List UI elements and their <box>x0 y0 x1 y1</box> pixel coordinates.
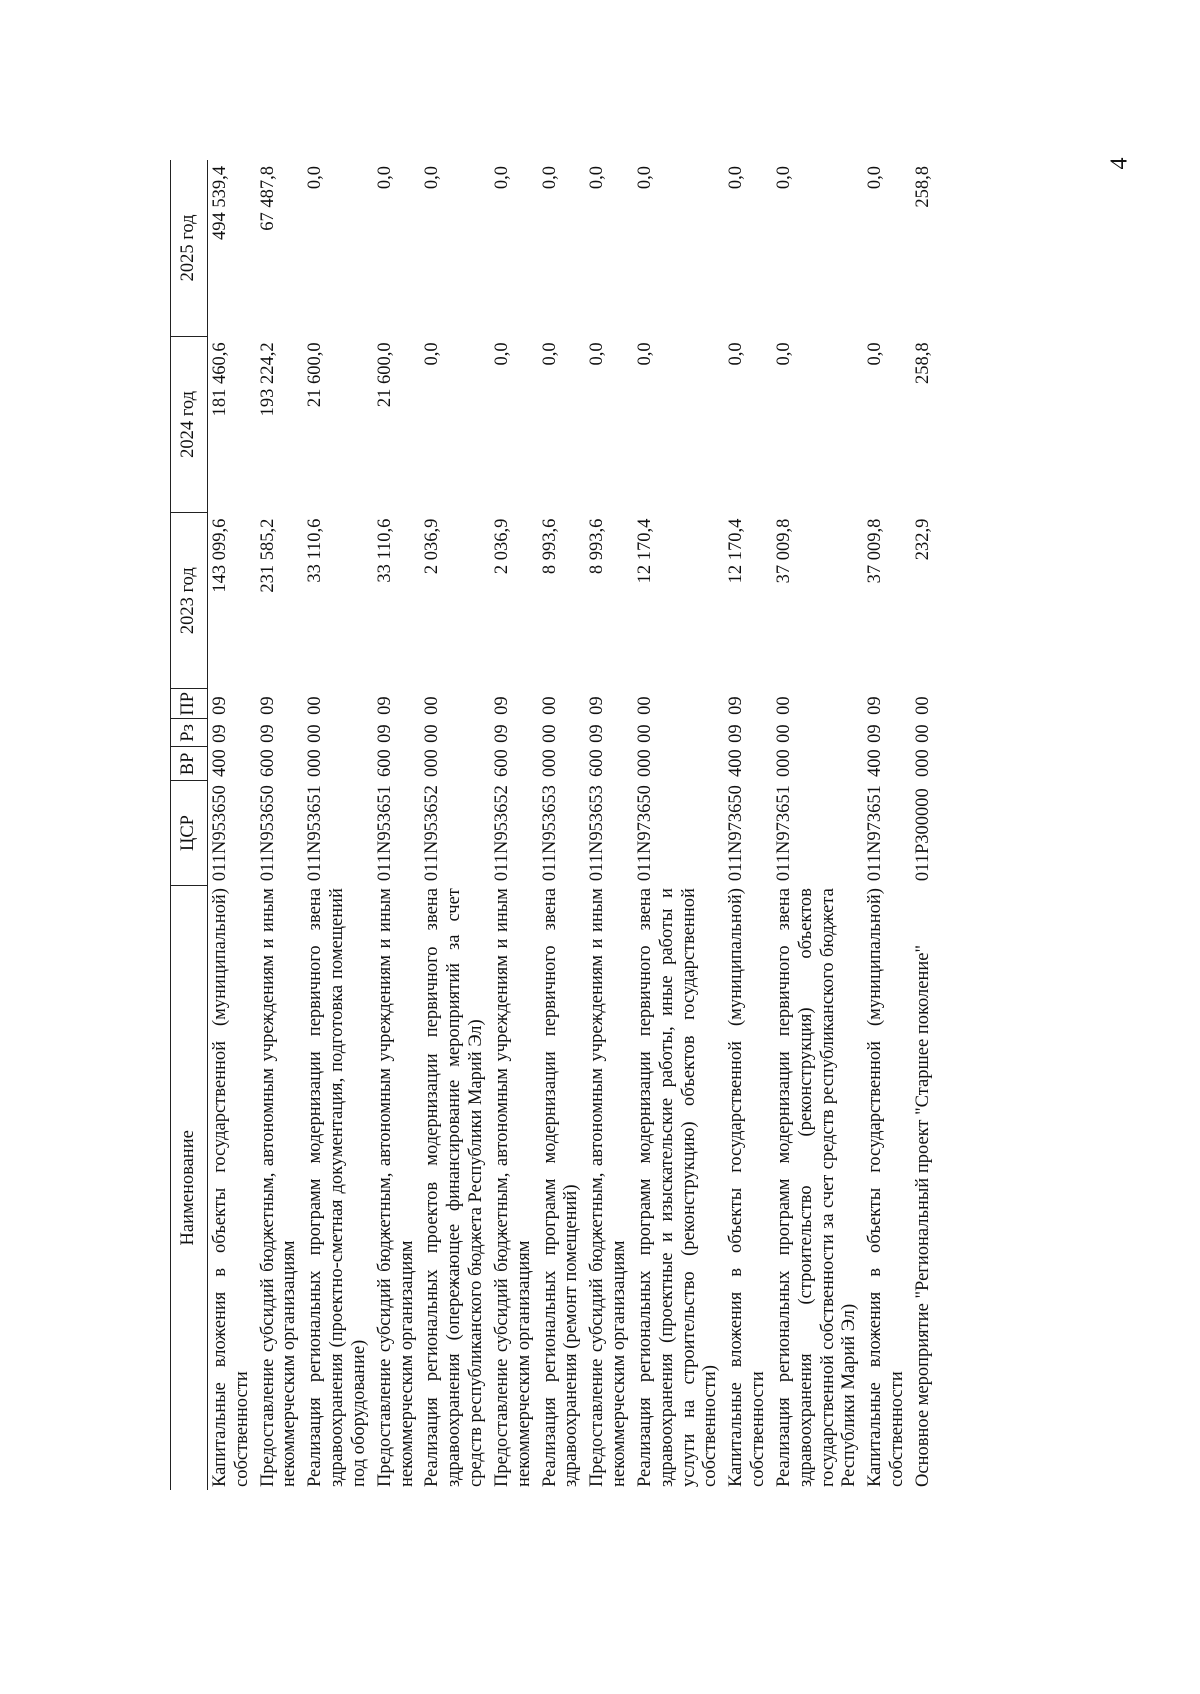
row-rz: 09 <box>587 724 608 743</box>
row-vr: 000 <box>773 749 794 777</box>
row-rz: 00 <box>422 724 443 743</box>
row-pr: 09 <box>587 696 608 715</box>
row-value-2023: 37 009,8 <box>773 518 794 584</box>
row-value-2025: 67 487,8 <box>257 166 278 231</box>
row-name: Капитальные вложения в объекты государственной (муниципальной) собственности <box>726 888 769 1487</box>
row-value-2023: 8 993,6 <box>587 518 608 575</box>
row-pr: 09 <box>374 696 395 715</box>
row-name: Капитальные вложения в объекты государственной (муниципальной) собственности <box>865 888 908 1487</box>
row-rz: 00 <box>539 724 560 743</box>
rotated-table-container <box>170 160 933 1490</box>
row-value-2023: 2 036,9 <box>422 518 443 575</box>
row-csr: 011N953652 <box>422 785 443 882</box>
row-value-2025: 0,0 <box>491 166 512 190</box>
row-name: Предоставление субсидий бюджетным, автономным учреждениям и иным некоммерческим организациям <box>587 888 630 1487</box>
row-vr: 600 <box>257 749 278 777</box>
row-csr: 011N973651 <box>865 785 886 882</box>
table-row <box>538 160 586 1490</box>
table-row <box>911 160 937 1490</box>
row-vr: 400 <box>865 749 886 777</box>
row-value-2023: 12 170,4 <box>634 518 655 584</box>
row-value-2024: 181 460,6 <box>210 342 230 417</box>
table-row <box>772 160 863 1490</box>
row-vr: 400 <box>726 749 747 777</box>
row-value-2025: 0,0 <box>634 166 655 190</box>
header-pr: ПР <box>171 689 208 719</box>
page-number: 4 <box>1106 157 1133 170</box>
row-pr: 00 <box>912 696 933 715</box>
row-vr: 000 <box>634 749 655 777</box>
row-csr: 011N953652 <box>491 785 512 882</box>
row-value-2023: 8 993,6 <box>539 518 560 575</box>
row-vr: 400 <box>210 749 230 777</box>
row-value-2023: 2 036,9 <box>491 518 512 575</box>
table-body <box>208 160 937 1490</box>
row-value-2023: 37 009,8 <box>865 518 886 584</box>
row-csr: 011N973651 <box>773 785 794 882</box>
row-pr: 00 <box>634 696 655 715</box>
row-value-2025: 0,0 <box>422 166 443 190</box>
row-name: Предоставление субсидий бюджетным, автономным учреждениям и иным некоммерческим организациям <box>491 888 534 1487</box>
row-value-2024: 21 600,0 <box>305 342 326 408</box>
row-vr: 600 <box>491 749 512 777</box>
header-vr: ВР <box>171 747 208 781</box>
row-pr: 00 <box>422 696 443 715</box>
row-rz: 09 <box>726 724 747 743</box>
row-rz: 00 <box>305 724 326 743</box>
row-csr: 011N953650 <box>210 785 230 882</box>
row-name: Капитальные вложения в объекты государственной (муниципальной) собственности <box>210 888 252 1487</box>
row-csr: 011N973650 <box>726 785 747 882</box>
row-name: Реализация региональных программ модернизации первичного звена здравоохранения (проектные и изыскательские работы, иные работы и услуги на строительство (реконструкцию) объектов государственной собственности) <box>634 888 721 1487</box>
row-name: Реализация региональных проектов модернизации первичного звена здравоохранения (опережающее финансирование мероприятий за счет средств республиканского бюджета Республики Марий Эл) <box>422 888 487 1487</box>
table-row <box>420 160 489 1490</box>
row-name: Реализация региональных программ модернизации первичного звена здравоохранения (ремонт помещений) <box>539 888 582 1487</box>
row-value-2025: 258,8 <box>912 166 933 208</box>
row-value-2024: 0,0 <box>539 342 560 366</box>
row-rz: 09 <box>491 724 512 743</box>
table-header-row <box>171 160 208 1490</box>
row-value-2023: 232,9 <box>912 518 933 561</box>
table-row <box>373 160 421 1490</box>
row-vr: 000 <box>539 749 560 777</box>
row-name: Предоставление субсидий бюджетным, автономным учреждениям и иным некоммерческим организациям <box>374 888 417 1487</box>
row-value-2024: 258,8 <box>912 342 933 384</box>
row-csr: 011N973650 <box>634 785 655 882</box>
row-value-2023: 143 099,6 <box>210 518 230 593</box>
row-rz: 00 <box>773 724 794 743</box>
row-pr: 09 <box>865 696 886 715</box>
row-value-2023: 33 110,6 <box>305 518 326 583</box>
row-value-2025: 0,0 <box>374 166 395 190</box>
row-value-2025: 0,0 <box>305 166 326 190</box>
row-vr: 000 <box>912 749 933 777</box>
header-rz: Рз <box>171 719 208 747</box>
table-row <box>256 160 304 1490</box>
header-2024: 2024 год <box>171 336 208 512</box>
row-value-2024: 21 600,0 <box>374 342 395 408</box>
row-value-2025: 0,0 <box>773 166 794 190</box>
row-value-2024: 0,0 <box>726 342 747 366</box>
row-vr: 600 <box>374 749 395 777</box>
row-csr: 011N953653 <box>587 785 608 882</box>
row-rz: 00 <box>634 724 655 743</box>
row-csr: 011N953651 <box>374 785 395 882</box>
row-value-2023: 33 110,6 <box>374 518 395 583</box>
table-row <box>585 160 633 1490</box>
row-rz: 09 <box>210 724 230 743</box>
row-vr: 600 <box>587 749 608 777</box>
row-rz: 09 <box>865 724 886 743</box>
row-value-2025: 494 539,4 <box>210 166 230 240</box>
row-value-2025: 0,0 <box>726 166 747 190</box>
row-value-2024: 0,0 <box>587 342 608 366</box>
row-pr: 00 <box>305 696 326 715</box>
row-value-2024: 0,0 <box>491 342 512 366</box>
header-name: Наименование <box>171 885 208 1490</box>
row-pr: 09 <box>491 696 512 715</box>
row-name: Основное мероприятие "Региональный проект "Старшее поколение" <box>912 944 933 1487</box>
budget-table <box>170 160 937 1490</box>
table-row <box>303 160 372 1490</box>
table-row <box>863 160 911 1490</box>
row-rz: 00 <box>912 724 933 743</box>
row-value-2023: 231 585,2 <box>257 518 278 593</box>
row-value-2025: 0,0 <box>587 166 608 190</box>
row-pr: 09 <box>210 696 230 715</box>
header-csr: ЦСР <box>171 781 208 885</box>
header-2023: 2023 год <box>171 513 208 689</box>
row-value-2023: 12 170,4 <box>726 518 747 584</box>
header-2025: 2025 год <box>171 160 208 336</box>
row-name: Предоставление субсидий бюджетным, автономным учреждениям и иным некоммерческим организациям <box>257 888 300 1487</box>
row-rz: 09 <box>257 724 278 743</box>
row-vr: 000 <box>422 749 443 777</box>
table-row <box>490 160 538 1490</box>
row-value-2024: 193 224,2 <box>257 342 278 417</box>
row-pr: 00 <box>773 696 794 715</box>
row-csr: 011P300000 <box>912 788 933 882</box>
row-rz: 09 <box>374 724 395 743</box>
row-pr: 00 <box>539 696 560 715</box>
row-csr: 011N953651 <box>305 785 326 882</box>
row-value-2025: 0,0 <box>539 166 560 190</box>
row-value-2024: 0,0 <box>422 342 443 366</box>
row-pr: 09 <box>257 696 278 715</box>
row-name: Реализация региональных программ модернизации первичного звена здравоохранения (проектно-сметная документация, подготовка помещений под оборудование) <box>305 888 369 1487</box>
row-vr: 000 <box>305 749 326 777</box>
row-csr: 011N953650 <box>257 785 278 882</box>
row-pr: 09 <box>726 696 747 715</box>
table-row <box>724 160 772 1490</box>
table-row <box>633 160 724 1490</box>
row-value-2024: 0,0 <box>634 342 655 366</box>
row-name: Реализация региональных программ модернизации первичного звена здравоохранения (строительство (реконструкция) объектов государственной собственности за счет средств республиканского бюджета Республики Марий Эл) <box>773 888 860 1487</box>
table-row <box>208 160 256 1490</box>
row-value-2024: 0,0 <box>773 342 794 366</box>
row-csr: 011N953653 <box>539 785 560 882</box>
row-value-2024: 0,0 <box>865 342 886 366</box>
row-value-2025: 0,0 <box>865 166 886 190</box>
